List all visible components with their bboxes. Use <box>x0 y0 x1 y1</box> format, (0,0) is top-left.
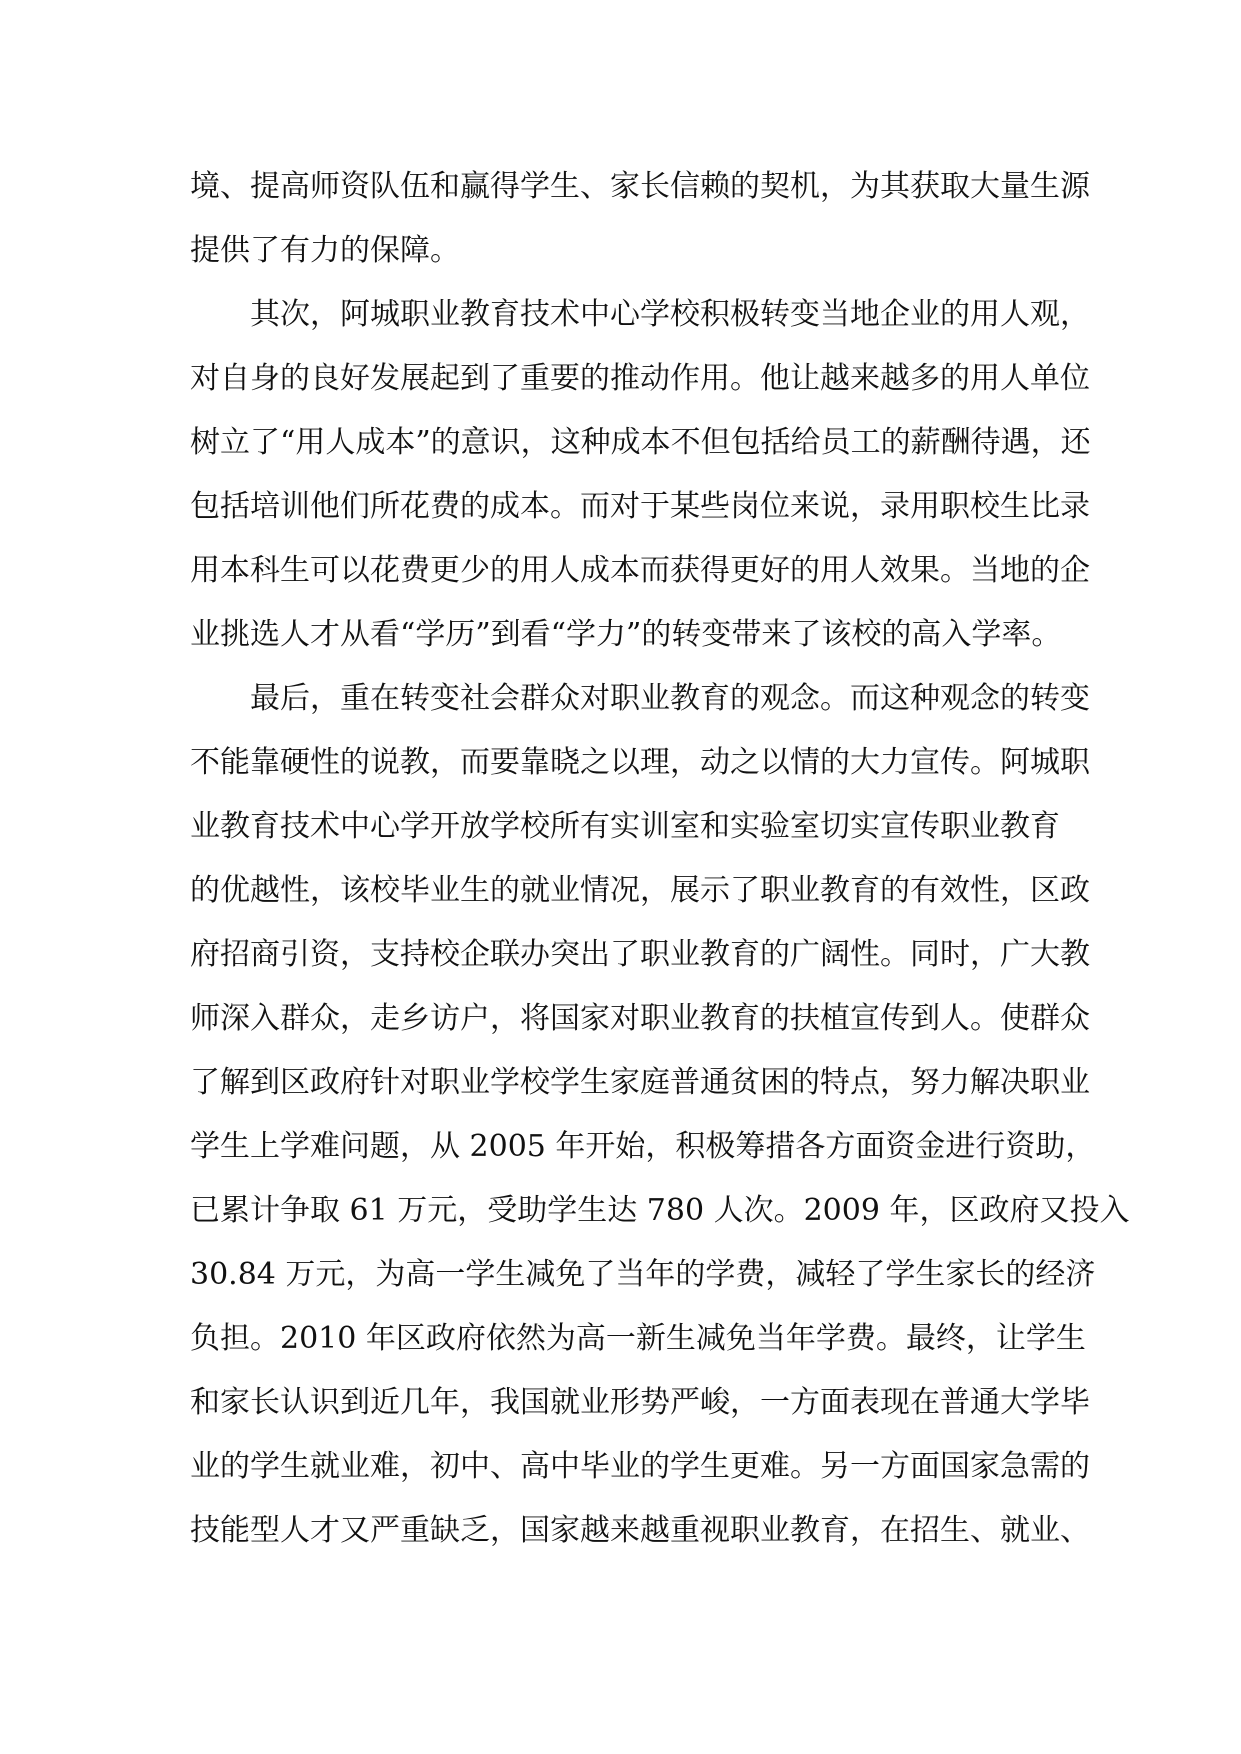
paragraph-line: 的优越性，该校毕业生的就业情况，展示了职业教育的有效性，区政 <box>190 873 1090 908</box>
paragraph-line: 提供了有力的保障。 <box>190 233 460 268</box>
paragraph-line: 和家长认识到近几年，我国就业形势严峻，一方面表现在普通大学毕 <box>190 1385 1090 1420</box>
paragraph-line: 负担。2010 年区政府依然为高一新生减免当年学费。最终，让学生 <box>190 1321 1086 1356</box>
body-text <box>190 155 1130 1563</box>
paragraph-line: 府招商引资，支持校企联办突出了职业教育的广阔性。同时，广大教 <box>190 937 1090 972</box>
paragraph-line: 师深入群众，走乡访户，将国家对职业教育的扶植宣传到人。使群众 <box>190 1001 1090 1036</box>
paragraph-line: 对自身的良好发展起到了重要的推动作用。他让越来越多的用人单位 <box>190 361 1090 396</box>
paragraph-line: 用本科生可以花费更少的用人成本而获得更好的用人效果。当地的企 <box>190 553 1090 588</box>
paragraph-line: 业的学生就业难，初中、高中毕业的学生更难。另一方面国家急需的 <box>190 1449 1090 1484</box>
paragraph-line: 30.84 万元，为高一学生减免了当年的学费，减轻了学生家长的经济 <box>190 1257 1096 1292</box>
paragraph-line: 境、提高师资队伍和赢得学生、家长信赖的契机，为其获取大量生源 <box>190 169 1090 204</box>
paragraph-line: 最后，重在转变社会群众对职业教育的观念。而这种观念的转变 <box>250 681 1090 716</box>
paragraph-line: 不能靠硬性的说教，而要靠晓之以理，动之以情的大力宣传。阿城职 <box>190 745 1090 780</box>
paragraph-line: 技能型人才又严重缺乏，国家越来越重视职业教育，在招生、就业、 <box>190 1513 1090 1548</box>
paragraph-line: 包括培训他们所花费的成本。而对于某些岗位来说，录用职校生比录 <box>190 489 1090 524</box>
paragraph-line: 业教育技术中心学开放学校所有实训室和实验室切实宣传职业教育 <box>190 809 1060 844</box>
paragraph-1 <box>190 155 1090 283</box>
paragraph-3 <box>190 667 1130 1563</box>
paragraph-line: 业挑选人才从看“学历”到看“学力”的转变带来了该校的高入学率。 <box>190 617 1062 652</box>
paragraph-line: 已累计争取 61 万元，受助学生达 780 人次。2009 年，区政府又投入 <box>190 1193 1130 1228</box>
paragraph-line: 其次，阿城职业教育技术中心学校积极转变当地企业的用人观， <box>250 297 1090 332</box>
paragraph-line: 树立了“用人成本”的意识，这种成本不但包括给员工的薪酬待遇，还 <box>190 425 1091 460</box>
paragraph-line: 了解到区政府针对职业学校学生家庭普通贫困的特点，努力解决职业 <box>190 1065 1090 1100</box>
paragraph-2 <box>190 283 1091 667</box>
paragraph-line: 学生上学难问题，从 2005 年开始，积极筹措各方面资金进行资助， <box>190 1129 1096 1164</box>
